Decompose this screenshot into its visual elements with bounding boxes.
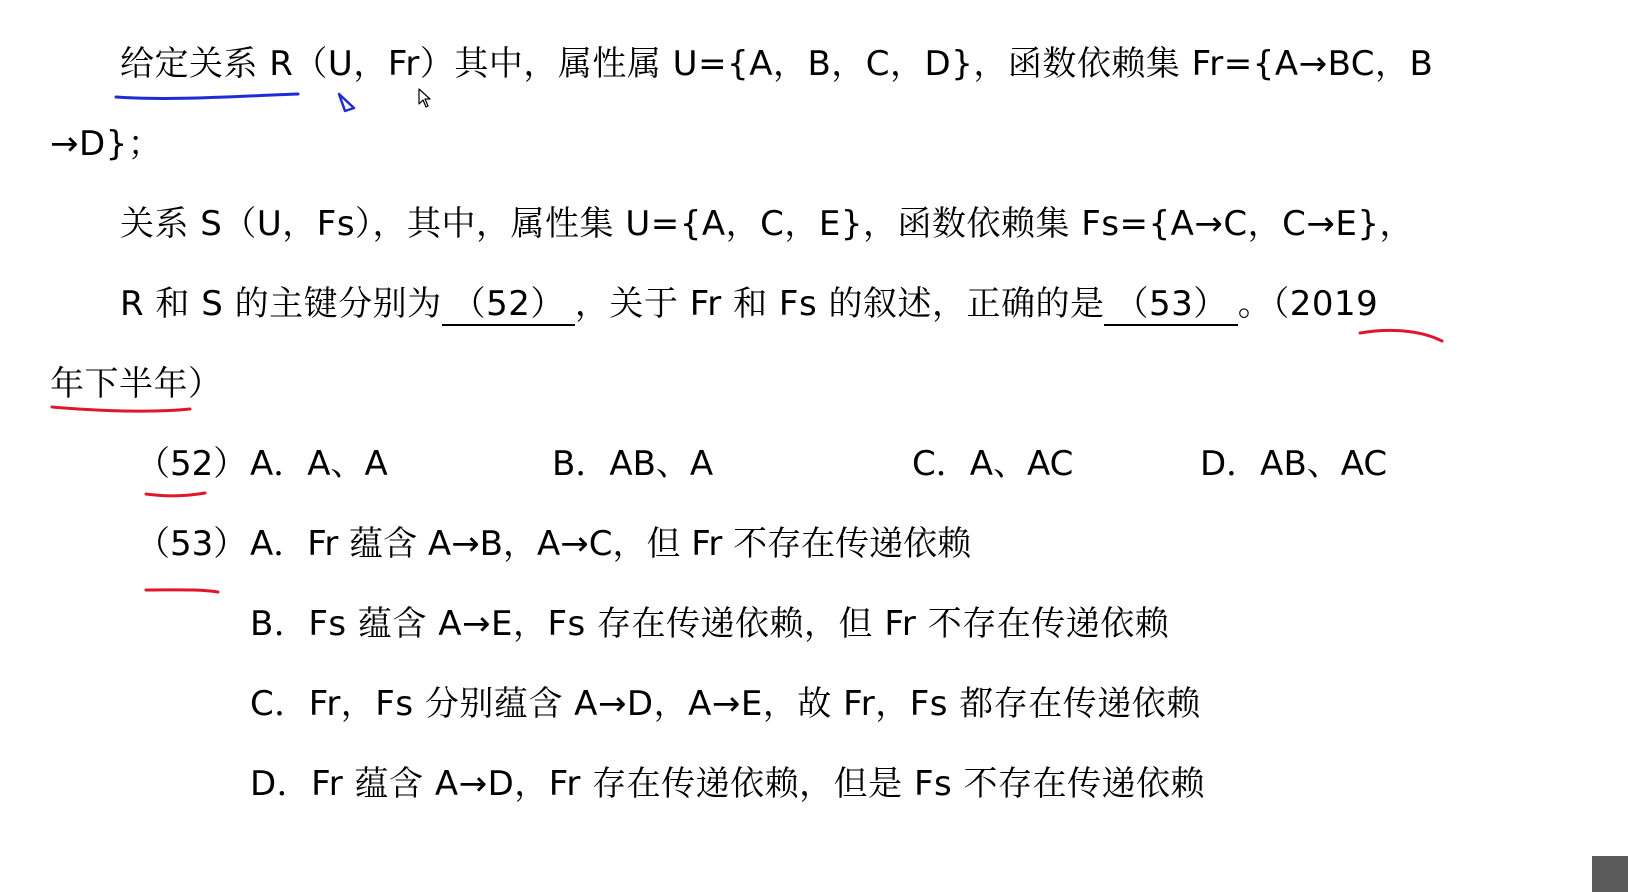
red-underline-52 <box>146 493 205 496</box>
q52-option-c: C．A、AC <box>912 444 1074 484</box>
blank-52: （52） <box>442 284 575 326</box>
question-line-3: 关系 S（U，Fs），其中，属性集 U={A，C，E}，函数依赖集 Fs={A→C，C→E}， <box>120 204 1414 244</box>
q52-option-d: D．AB、AC <box>1200 444 1388 484</box>
question-line-1: 给定关系 R（U，Fr）其中，属性属 U={A，B，C，D}，函数依赖集 Fr={A→BC，B <box>120 44 1434 84</box>
q52-option-b: B．AB、A <box>552 444 714 484</box>
q53-option-d: D．Fr 蕴含 A→D，Fr 存在传递依赖，但是 Fs 不存在传递依赖 <box>250 764 1206 804</box>
question-line-2: →D}； <box>50 124 163 164</box>
q52-options <box>136 442 1436 486</box>
q53-option-c: C．Fr，Fs 分别蕴含 A→D，A→E，故 Fr，Fs 都存在传递依赖 <box>250 684 1201 724</box>
q53-option-a: A．Fr 蕴含 A→B，A→C，但 Fr 不存在传递依赖 <box>250 524 972 564</box>
blue-underline-annotation <box>116 94 298 99</box>
mouse-pointer-icon <box>418 88 432 108</box>
blue-triangle-annotation <box>339 94 354 111</box>
question-line-4-middle: ，关于 Fr 和 Fs 的叙述，正确的是 <box>574 284 1105 324</box>
question-line-5: 年下半年） <box>50 364 223 404</box>
red-underline-2019 <box>1360 330 1442 341</box>
q53-option-b: B．Fs 蕴含 A→E，Fs 存在传递依赖，但 Fr 不存在传递依赖 <box>250 604 1170 644</box>
q53-number: （53） <box>136 524 248 564</box>
q53-number-row <box>136 522 1436 566</box>
question-line-4 <box>120 282 1378 326</box>
corner-shadow <box>1592 856 1628 892</box>
question-line-4-end: 。（2019 <box>1237 284 1379 324</box>
red-underline-year <box>52 407 190 411</box>
question-line-4-start: R 和 S 的主键分别为 <box>120 284 442 324</box>
q52-option-a: A．A、A <box>250 444 388 484</box>
red-underline-53 <box>146 590 218 592</box>
blank-53: （53） <box>1104 284 1237 326</box>
q52-number: （52） <box>136 444 248 484</box>
